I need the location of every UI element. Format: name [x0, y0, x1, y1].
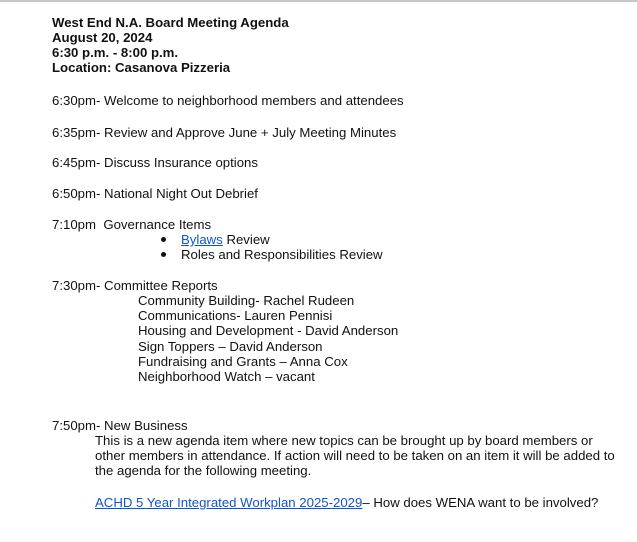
new-business-description: This is a new agenda item where new topics can be brought up by board members or other members in attendance. If action will need to be taken on an item it will be added to the agenda for the following meeting.	[95, 433, 615, 479]
agenda-header	[52, 15, 289, 75]
governance-roles-item	[161, 247, 383, 262]
committee-report: Community Building- Rachel Rudeen	[138, 293, 355, 308]
top-divider	[0, 0, 637, 2]
agenda-item-welcome: 6:30pm- Welcome to neighborhood members and attendees	[52, 93, 404, 108]
achd-workplan-question: – How does WENA want to be involved?	[362, 495, 599, 510]
committee-reports-list	[138, 293, 398, 384]
committee-report: Communications- Lauren Pennisi	[138, 308, 333, 324]
meeting-title: West End N.A. Board Meeting Agenda	[52, 15, 289, 30]
bullet-icon	[161, 237, 166, 242]
agenda-item-committee: 7:30pm- Committee Reports	[52, 278, 218, 293]
roles-review-text: Roles and Responsibilities Review	[181, 247, 383, 262]
bylaws-suffix: Review	[222, 232, 270, 247]
meeting-location: Location: Casanova Pizzeria	[52, 60, 231, 75]
achd-workplan-line	[95, 495, 598, 510]
achd-workplan-link[interactable]: ACHD 5 Year Integrated Workplan 2025-2029	[95, 495, 363, 510]
agenda-item-governance: 7:10pm Governance Items	[52, 217, 212, 232]
bullet-icon	[161, 252, 166, 257]
committee-report: Neighborhood Watch – vacant	[138, 369, 315, 385]
meeting-date: August 20, 2024	[52, 30, 153, 45]
bylaws-link[interactable]: Bylaws	[181, 232, 223, 247]
agenda-item-minutes: 6:35pm- Review and Approve June + July Meeting Minutes	[52, 125, 397, 140]
committee-report: Fundraising and Grants – Anna Cox	[138, 353, 348, 369]
governance-bylaws-item	[161, 232, 383, 247]
agenda-item-night-out: 6:50pm- National Night Out Debrief	[52, 186, 258, 201]
committee-report: Housing and Development - David Anderson	[138, 323, 399, 339]
committee-report: Sign Toppers – David Anderson	[138, 338, 323, 354]
governance-list	[161, 232, 383, 262]
meeting-time: 6:30 p.m. - 8:00 p.m.	[52, 45, 179, 60]
agenda-item-insurance: 6:45pm- Discuss Insurance options	[52, 155, 258, 170]
agenda-item-new-business: 7:50pm- New Business	[52, 418, 188, 433]
